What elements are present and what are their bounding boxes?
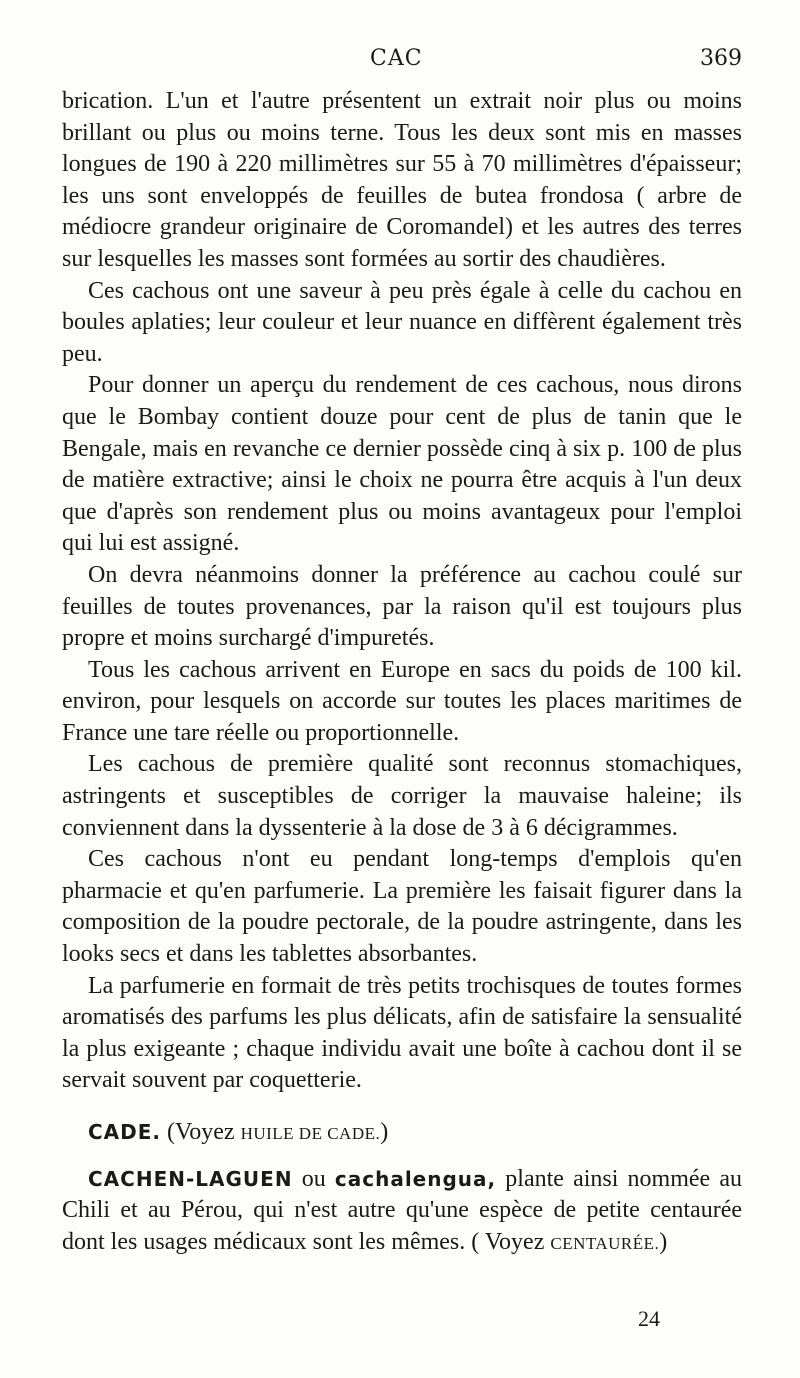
entry-headword: CADE. [88, 1120, 162, 1144]
entry-connector: ou [292, 1165, 335, 1192]
paragraph: Tous les cachous arrivent en Europe en sacs du poids de 100 kil. environ, pour lesquels on accorde sur toutes les places maritimes de France une tare réelle ou proportionnelle. [62, 656, 742, 746]
paragraph: Ces cachous n'ont eu pendant long-temps d'emplois qu'en pharmacie et qu'en parfumerie. La première les faisait figurer dans la composition de la poudre pectorale, de la poudre astringente, dans les looks secs et dans les tablettes absorbantes. [62, 846, 742, 968]
paragraph: La parfumerie en formait de très petits trochisques de toutes formes aromatisés des parfums les plus délicats, afin de satisfaire la sensualité la plus exigeante ; chaque individu avait une boîte à cachou dont il se servait souvent par coquetterie. [62, 972, 742, 1094]
running-head-title: CAC [370, 46, 423, 71]
running-head [0, 46, 800, 86]
signature-mark: 24 [638, 1306, 660, 1331]
body-text [62, 86, 742, 1259]
paragraph: Pour donner un aperçu du rendement de ces cachous, nous dirons que le Bombay contient douze pour cent de plus de tanin que le Bengale, mais en revanche ce dernier possède cinq à six p. 100 de plus de matière extractive; ainsi le choix ne pourra être acquis à l'un deux que d'après son rendement plus ou moins avantageux pour l'emploi qui lui est assigné. [62, 372, 742, 557]
cross-reference: HUILE DE CADE. [240, 1124, 381, 1143]
page-number: 369 [700, 46, 742, 71]
entry-text: plante ainsi nommée au Chili et au Pérou, qui n'est autre qu'une espèce de petite centaurée dont les usages médicaux sont les mêmes. ( Voyez [62, 1165, 743, 1255]
entry-text-end: ) [380, 1119, 389, 1145]
entry-text: (Voyez [161, 1119, 241, 1145]
entry-text-end: ) [659, 1228, 668, 1255]
paragraph: Ces cachous ont une saveur à peu près égale à celle du cachou en boules aplaties; leur couleur et leur nuance en diffèrent également très peu. [62, 277, 742, 367]
dictionary-entry-cachen-laguen [62, 1164, 742, 1260]
cross-reference: CENTAURÉE. [550, 1233, 660, 1253]
paragraph-continued: brication. L'un et l'autre présentent un extrait noir plus ou moins brillant ou plus ou moins terne. Tous les deux sont mis en masses longues de 190 à 220 millimètres sur 55 à 70 millimètres d'épaisseur; les uns sont enveloppés de feuilles de butea frondosa ( arbre de médiocre grandeur originaire de Coromandel) et les autres des terres sur lesquelles les masses sont formées au sortir des chaudières. [62, 88, 742, 272]
dictionary-entry-cade [62, 1117, 742, 1150]
entry-headword: CACHEN-LAGUEN [88, 1166, 293, 1191]
entry-alt-headword: cachalengua, [334, 1166, 497, 1191]
paragraph: On devra néanmoins donner la préférence au cachou coulé sur feuilles de toutes provenances, par la raison qu'il est toujours plus propre et moins surchargé d'impuretés. [62, 561, 742, 652]
paragraph: Les cachous de première qualité sont reconnus stomachiques, astringents et susceptibles de corriger la mauvaise haleine; ils conviennent dans la dyssenterie à la dose de 3 à 6 décigrammes. [62, 751, 742, 841]
